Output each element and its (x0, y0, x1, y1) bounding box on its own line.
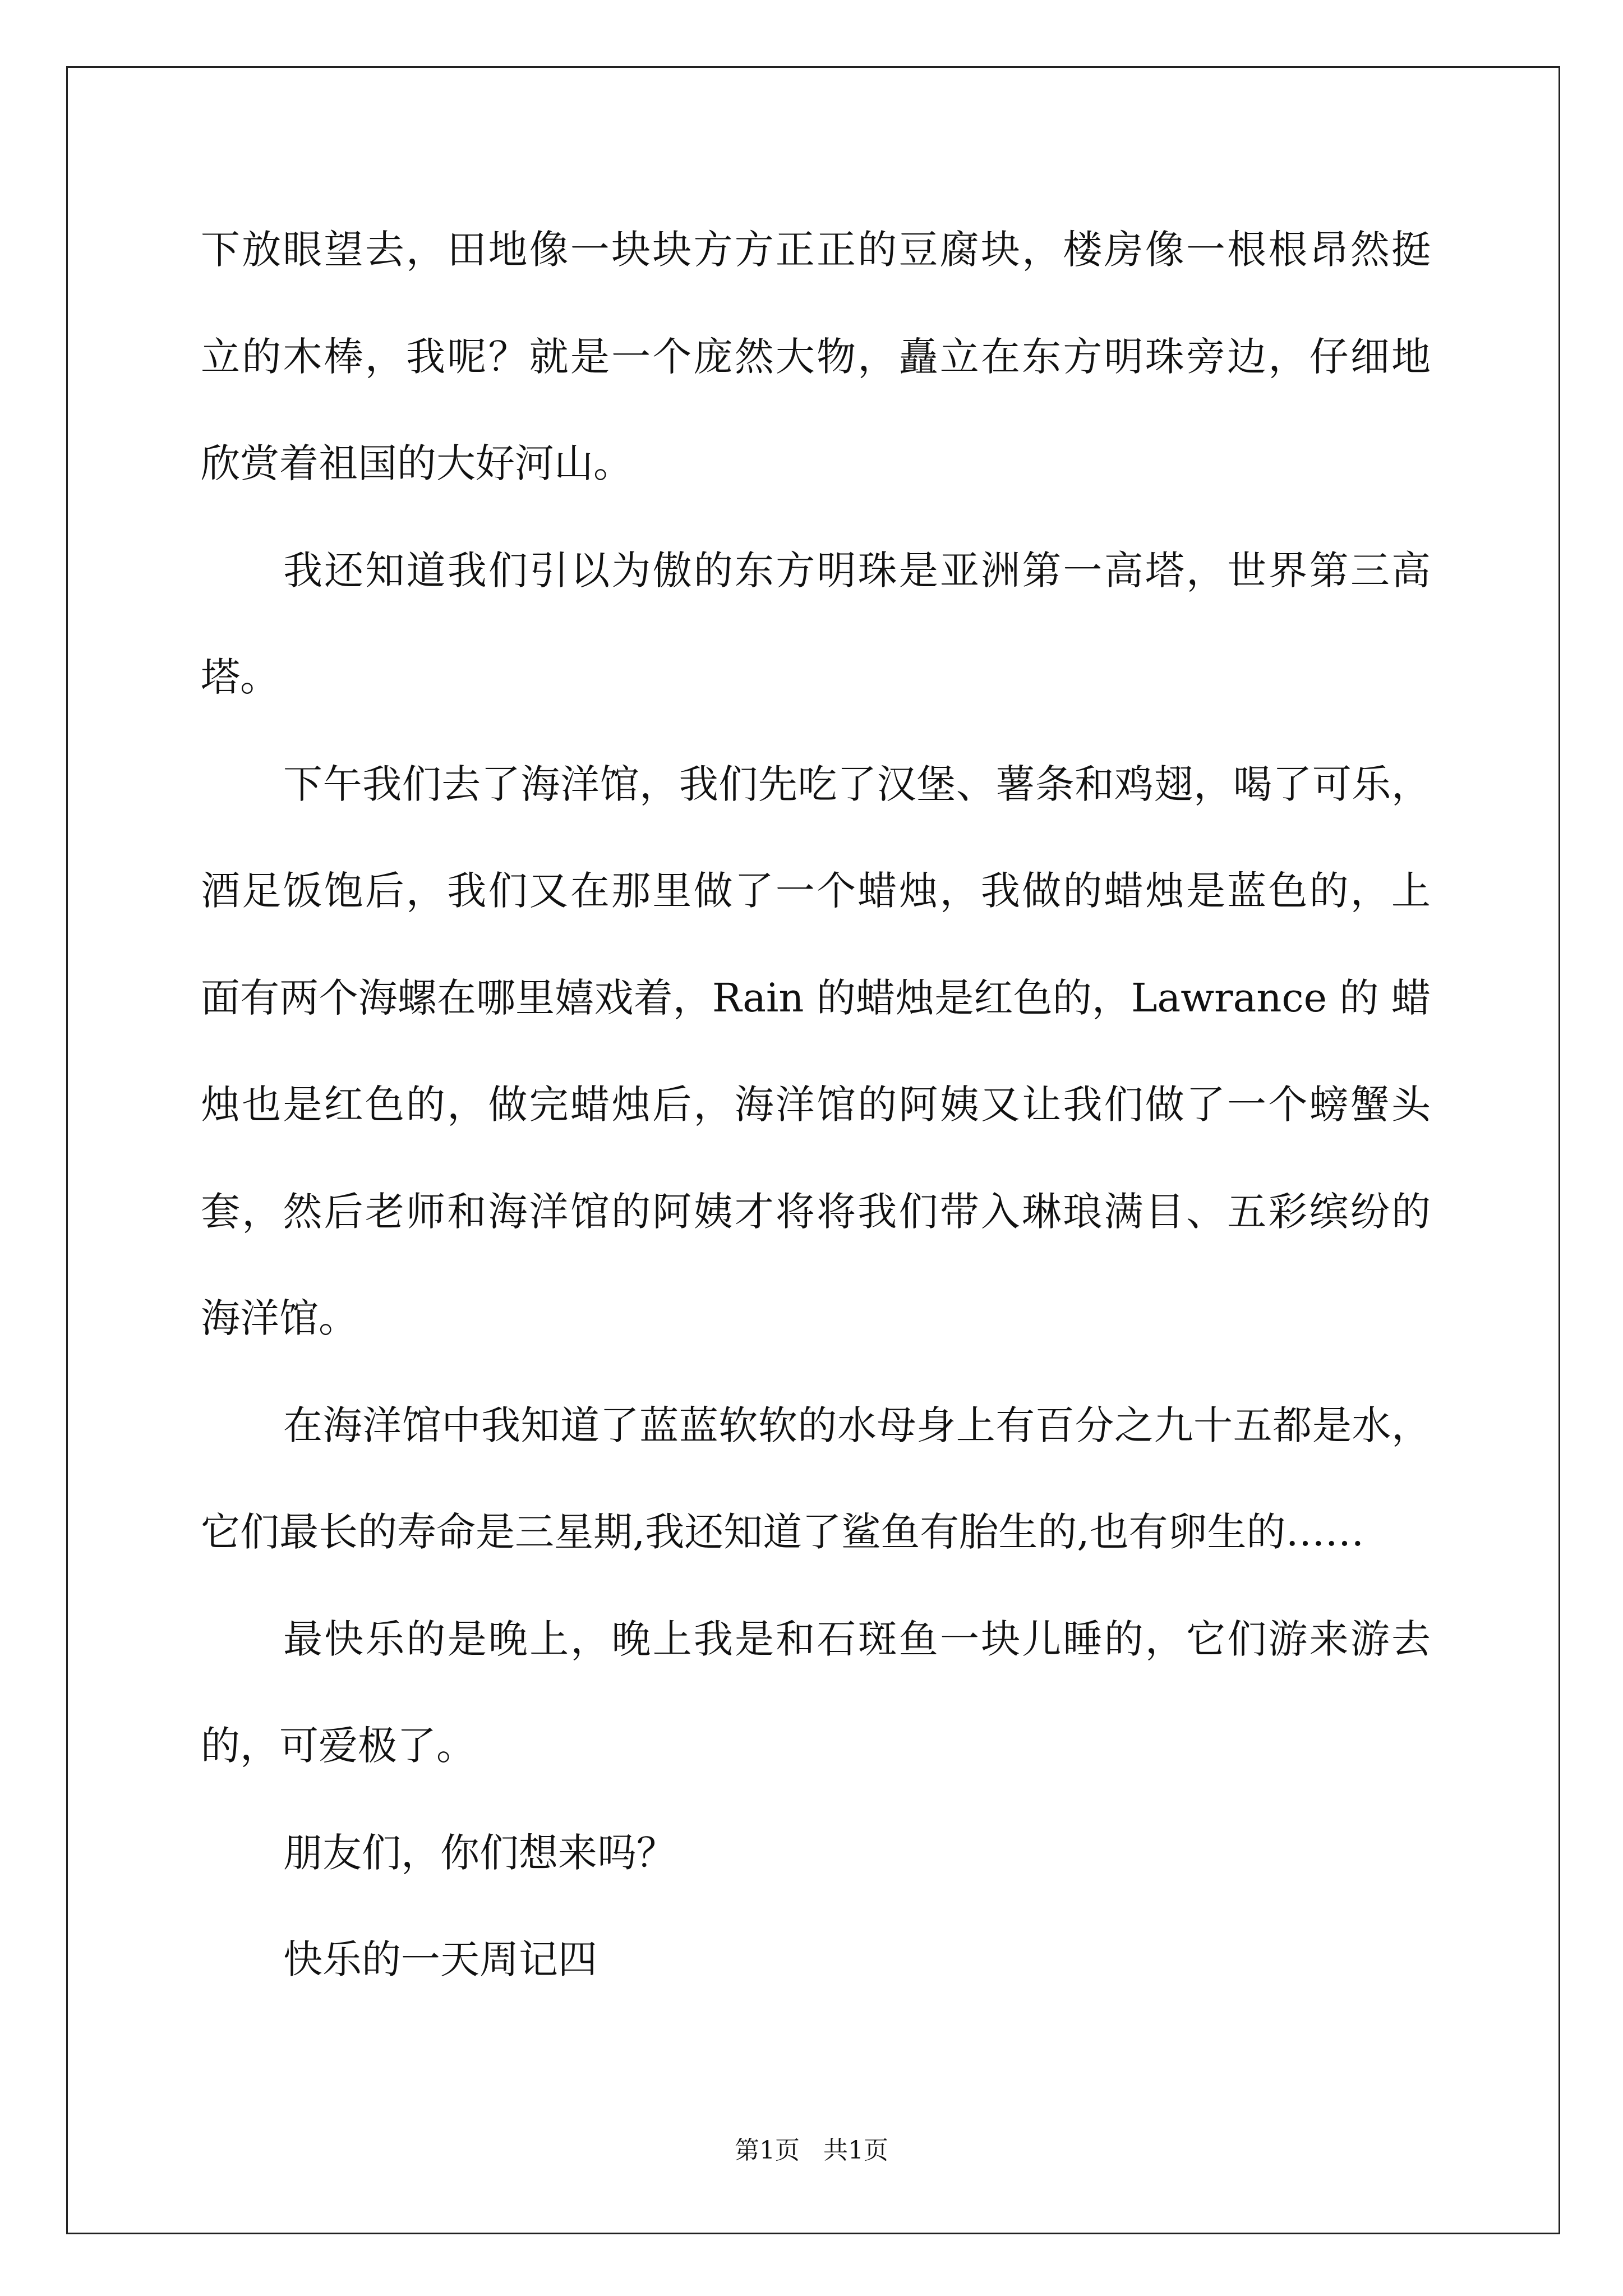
paragraph (201, 1906, 1431, 2013)
paragraph (201, 1800, 1431, 1907)
text-line: 下午我们去了海洋馆，我们先吃了汉堡、薯条和鸡翅，喝了可乐， (283, 761, 1431, 807)
text-line: 面有两个海螺在哪里嬉戏着，Rain 的蜡烛是红色的，Lawrance 的 蜡 (201, 974, 1431, 1021)
text-line: 朋友们，你们想来吗？ (283, 1829, 676, 1876)
body-text (201, 196, 1431, 2013)
paragraph (201, 517, 1431, 731)
paragraph (201, 1372, 1431, 1586)
text-line: 塔。 (201, 654, 279, 700)
text-line: 下放眼望去，田地像一块块方方正正的豆腐块，楼房像一根根昂然挺 (201, 227, 1431, 273)
text-line: 最快乐的是晚上，晚上我是和石斑鱼一块儿睡的，它们游来游去 (283, 1616, 1431, 1662)
paragraph (201, 731, 1431, 1372)
text-line: 在海洋馆中我知道了蓝蓝软软的水母身上有百分之九十五都是水， (283, 1402, 1431, 1448)
text-line: 我还知道我们引以为傲的东方明珠是亚洲第一高塔，世界第三高 (283, 547, 1431, 593)
paragraph (201, 196, 1431, 517)
page-number-footer: 第1页 共1页 (735, 2136, 888, 2165)
text-line: 酒足饭饱后，我们又在那里做了一个蜡烛，我做的蜡烛是蓝色的，上 (201, 868, 1431, 914)
text-line: 的，可爱极了。 (201, 1723, 476, 1769)
text-line: 套，然后老师和海洋馆的阿姨才将将我们带入琳琅满目、五彩缤纷的 (201, 1188, 1431, 1235)
text-line: 欣赏着祖国的大好河山。 (201, 440, 633, 486)
text-line: 烛也是红色的，做完蜡烛后，海洋馆的阿姨又让我们做了一个螃蟹头 (201, 1082, 1431, 1128)
text-line: 立的木棒，我呢？就是一个庞然大物，矗立在东方明珠旁边，仔细地 (201, 333, 1431, 380)
paragraph (201, 1586, 1431, 1800)
text-line: 海洋馆。 (201, 1295, 358, 1341)
text-line: 它们最长的寿命是三星期,我还知道了鲨鱼有胎生的,也有卵生的…… (201, 1509, 1364, 1555)
text-line: 快乐的一天周记四 (283, 1936, 597, 1982)
